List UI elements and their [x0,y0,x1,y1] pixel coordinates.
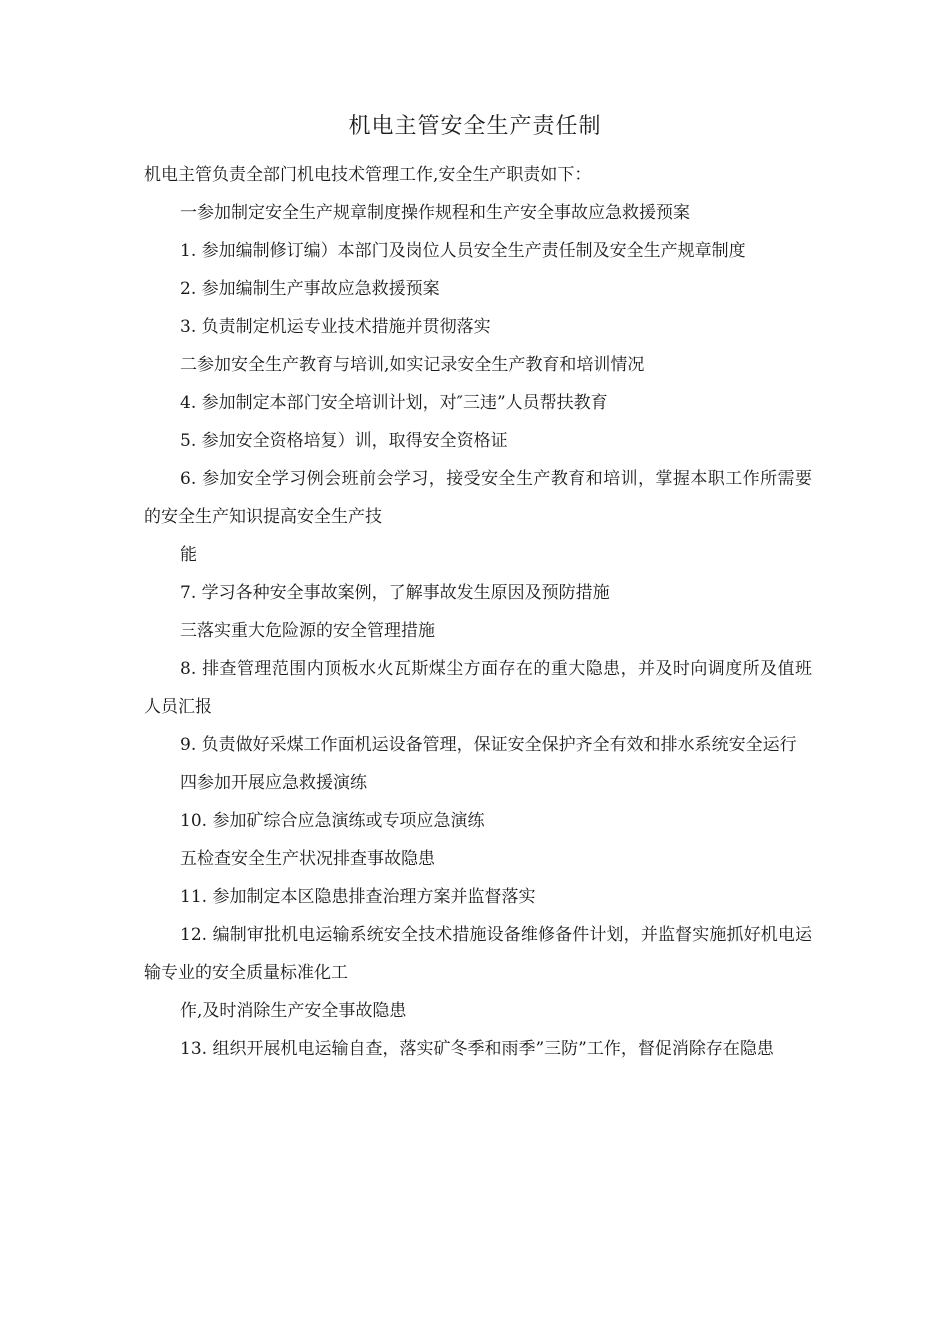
document-body [144,156,812,1068]
paragraph: 机电主管负责全部门机电技术管理工作,安全生产职责如下： [144,165,592,185]
paragraph: 二参加安全生产教育与培训,如实记录安全生产教育和培训情况 [180,355,645,375]
paragraph: 10. 参加矿综合应急演练或专项应急演练 [180,811,485,831]
paragraph: 能 [180,545,197,565]
paragraph: 6. 参加安全学习例会班前会学习，接受安全生产教育和培训，掌握本职工作所需要的安全生产知识提高安全生产技 [144,469,812,527]
paragraph: 9. 负责做好采煤工作面机运设备管理，保证安全保护齐全有效和排水系统安全运行 [180,735,797,755]
paragraph: 作,及时消除生产安全事故隐患 [180,1001,407,1021]
paragraph: 2. 参加编制生产事故应急救援预案 [180,279,440,299]
paragraph: 一参加制定安全生产规章制度操作规程和生产安全事故应急救援预案 [180,203,690,223]
paragraph: 11. 参加制定本区隐患排查治理方案并监督落实 [180,887,536,907]
paragraph: 5. 参加安全资格培复）训，取得安全资格证 [180,431,508,451]
paragraph: 4. 参加制定本部门安全培训计划，对″三违”人员帮扶教育 [180,393,608,413]
document-title: 机电主管安全生产责任制 [348,114,602,139]
paragraph: 四参加开展应急救援演练 [180,773,367,793]
paragraph: 3. 负责制定机运专业技术措施并贯彻落实 [180,317,491,337]
paragraph: 三落实重大危险源的安全管理措施 [180,621,435,641]
paragraph: 12. 编制审批机电运输系统安全技术措施设备维修备件计划，并监督实施抓好机电运输专业的安全质量标准化工 [144,925,812,983]
paragraph: 1. 参加编制修订编）本部门及岗位人员安全生产责任制及安全生产规章制度 [180,241,746,261]
paragraph: 13. 组织开展机电运输自查，落实矿冬季和雨季”三防”工作，督促消除存在隐患 [180,1039,774,1059]
paragraph: 8. 排查管理范围内顶板水火瓦斯煤尘方面存在的重大隐患，并及时向调度所及值班人员汇报 [144,659,812,717]
paragraph: 7. 学习各种安全事故案例，了解事故发生原因及预防措施 [180,583,610,603]
paragraph: 五检查安全生产状况排查事故隐患 [180,849,435,869]
